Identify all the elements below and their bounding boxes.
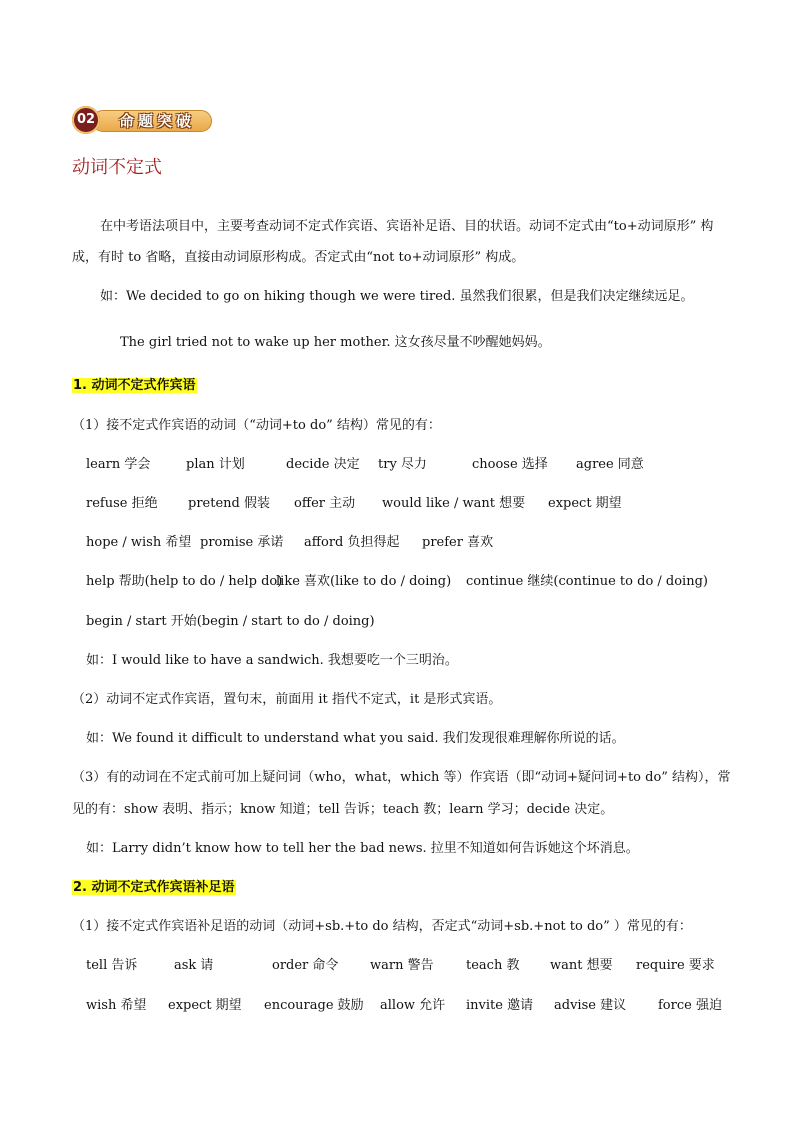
verb-item: like 喜欢(like to do / doing) xyxy=(276,574,452,589)
verb-item: ask 请 xyxy=(174,958,214,973)
verb-item: promise 承诺 xyxy=(200,535,284,550)
verb-item: advise 建议 xyxy=(554,998,627,1013)
verb-item: expect 期望 xyxy=(168,998,242,1013)
verb-item: allow 允许 xyxy=(380,998,446,1013)
verb-item: try 尽力 xyxy=(378,457,427,472)
verb-item: choose 选择 xyxy=(472,457,548,472)
verb-item: teach 教 xyxy=(466,958,520,973)
verb-item: decide 决定 xyxy=(286,457,360,472)
verb-item: expect 期望 xyxy=(548,496,622,511)
section-badge-pill xyxy=(92,110,212,132)
intro-paragraph: 在中考语法项目中，主要考查动词不定式作宾语、宾语补足语、目的状语。动词不定式由“to+动词原形” 构成，有时 to 省略，直接由动词原形构成。否定式由“not to+动词原形” 构成。 xyxy=(72,219,714,265)
verb-item: would like / want 想要 xyxy=(382,496,526,511)
verb-item: require 要求 xyxy=(636,958,715,973)
verb-item: force 强迫 xyxy=(658,998,722,1013)
section-badge-number: 02 xyxy=(72,106,100,134)
section-1-example-1: 如：I would like to have a sandwich. 我想要吃一个三明治。 xyxy=(86,653,458,668)
verb-item: offer 主动 xyxy=(294,496,356,511)
example-2: The girl tried not to wake up her mother. 这女孩尽量不吵醒她妈妈。 xyxy=(120,335,551,350)
section-badge-title: 命题突破 xyxy=(119,112,196,130)
section-2-title: 2. 动词不定式作宾语补足语 xyxy=(73,880,235,895)
verb-item: tell 告诉 xyxy=(86,958,138,973)
section-1-point-2: （2）动词不定式作宾语，置句末，前面用 it 指代不定式，it 是形式宾语。 xyxy=(72,692,502,707)
section-1-point-3: （3）有的动词在不定式前可加上疑问词（who，what，which 等）作宾语（即“动词+疑问词+to do” 结构），常见的有：show 表明、指示；know 知道；tell 告诉；teach 教；learn 学习；decide 决定。 xyxy=(72,770,731,817)
page-heading: 动词不定式 xyxy=(72,157,162,178)
verb-item: invite 邀请 xyxy=(466,998,534,1013)
section-1-example-3: 如：Larry didn’t know how to tell her the bad news. 拉里不知道如何告诉她这个坏消息。 xyxy=(86,841,639,856)
section-2-point-1: （1）接不定式作宾语补足语的动词（动词+sb.+to do 结构，否定式“动词+sb.+not to do” ）常见的有： xyxy=(72,919,692,934)
verb-item: afford 负担得起 xyxy=(304,535,400,550)
verb-item: learn 学会 xyxy=(86,457,151,472)
verb-item: wish 希望 xyxy=(86,998,147,1013)
section-1-point-1: （1）接不定式作宾语的动词（“动词+to do” 结构）常见的有： xyxy=(72,418,441,433)
verb-item: agree 同意 xyxy=(576,457,644,472)
verb-item: continue 继续(continue to do / doing) xyxy=(466,574,708,589)
verb-item: refuse 拒绝 xyxy=(86,496,158,511)
section-1-example-2: 如：We found it difficult to understand what you said. 我们发现很难理解你所说的话。 xyxy=(86,731,625,746)
verb-item: prefer 喜欢 xyxy=(422,535,494,550)
verb-item: encourage 鼓励 xyxy=(264,998,364,1013)
section-1-title: 1. 动词不定式作宾语 xyxy=(73,378,196,393)
verb-item: plan 计划 xyxy=(186,457,245,472)
verb-item: warn 警告 xyxy=(370,958,434,973)
example-1: 如：We decided to go on hiking though we were tired. 虽然我们很累，但是我们决定继续远足。 xyxy=(100,289,694,304)
section-badge xyxy=(72,106,212,136)
verb-item: pretend 假装 xyxy=(188,496,270,511)
verb-item: order 命令 xyxy=(272,958,339,973)
verb-item: want 想要 xyxy=(550,958,613,973)
verb-item: hope / wish 希望 xyxy=(86,535,192,550)
verb-item: help 帮助(help to do / help do) xyxy=(86,574,283,589)
verb-item: begin / start 开始(begin / start to do / doing) xyxy=(86,614,375,629)
